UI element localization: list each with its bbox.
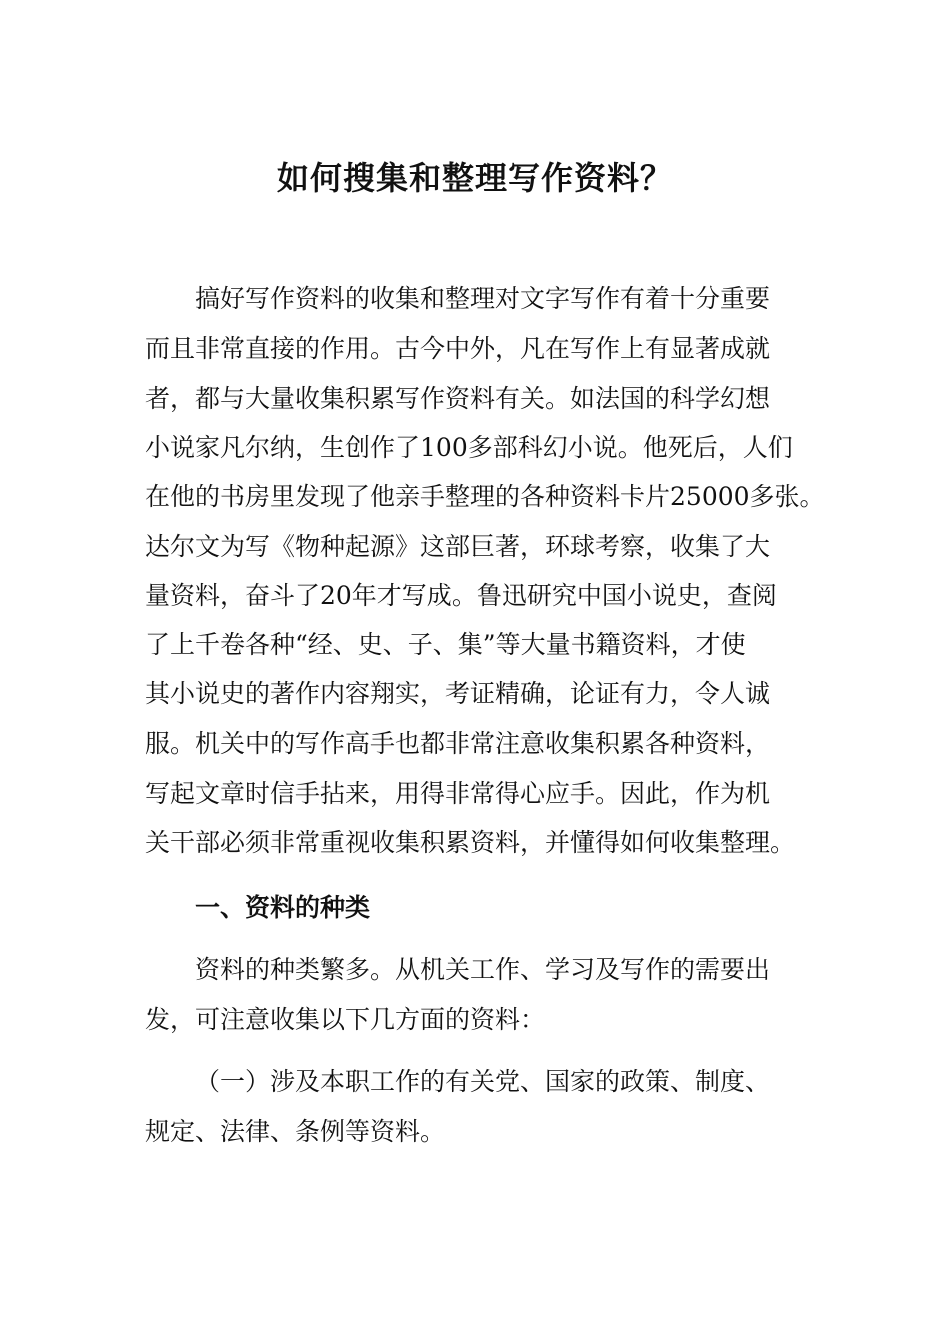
section-heading-types: 一、资料的种类 — [195, 893, 371, 922]
intro-line-5: 在他的书房里发现了他亲手整理的各种资料卡片25000多张。 — [145, 482, 825, 511]
intro-line-4: 小说家凡尔纳，生创作了100多部科幻小说。他死后，人们 — [145, 433, 793, 462]
intro-line-7: 量资料，奋斗了20年才写成。鲁迅研究中国小说史，查阅 — [145, 581, 777, 610]
document-title: 如何搜集和整理写作资料？ — [276, 159, 673, 197]
intro-line-6: 达尔文为写《物种起源》这部巨著，环球考察，收集了大 — [145, 532, 771, 561]
intro-line-11: 写起文章时信手拈来，用得非常得心应手。因此，作为机 — [145, 779, 771, 808]
intro-line-12: 关干部必须非常重视收集积累资料，并懂得如何收集整理。 — [145, 828, 796, 857]
intro-line-1: 搞好写作资料的收集和整理对文字写作有着十分重要 — [195, 284, 771, 313]
intro-line-2: 而且非常直接的作用。古今中外，凡在写作上有显著成就 — [145, 334, 771, 363]
section1-line-2: 发，可注意收集以下几方面的资料： — [145, 1005, 546, 1034]
intro-line-8: 了上千卷各种“经、史、子、集”等大量书籍资料，才使 — [145, 630, 746, 659]
item1-line-1: （一）涉及本职工作的有关党、国家的政策、制度、 — [195, 1067, 771, 1096]
intro-line-10: 服。机关中的写作高手也都非常注意收集积累各种资料， — [145, 729, 771, 758]
intro-line-9: 其小说史的著作内容翔实，考证精确，论证有力，令人诚 — [145, 679, 771, 708]
section1-line-1: 资料的种类繁多。从机关工作、学习及写作的需要出 — [195, 955, 771, 984]
intro-line-3: 者，都与大量收集积累写作资料有关。如法国的科学幻想 — [145, 384, 771, 413]
item1-line-2: 规定、法律、条例等资料。 — [145, 1117, 446, 1146]
